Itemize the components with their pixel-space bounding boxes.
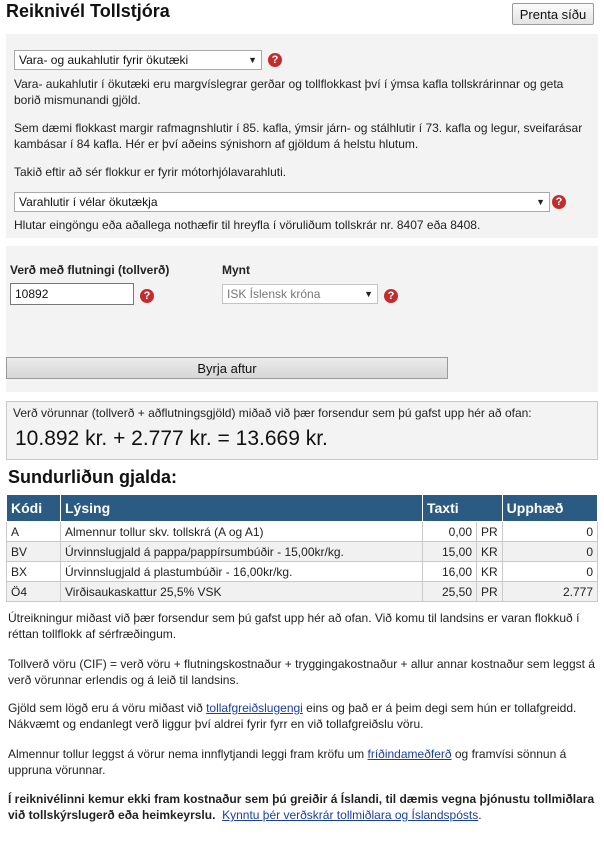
- fees-table: [6, 494, 598, 602]
- footer-text: Gjöld sem lögð eru á vöru miðast við: [8, 701, 207, 715]
- price-input[interactable]: [10, 283, 134, 305]
- row-unit: PR: [477, 522, 503, 542]
- footer-text: .: [478, 808, 482, 822]
- row-description: Úrvinnslugjald á plastumbúðir - 16,00kr/kg.: [61, 562, 423, 582]
- category-note: Takið eftir að sér flokkur er fyrir mótorhjólavarahluti.: [14, 165, 287, 179]
- footer-note-exchange-rate: [8, 700, 596, 732]
- row-rate: 16,00: [423, 562, 477, 582]
- currency-label: Mynt: [222, 263, 250, 277]
- header-description: Lýsing: [61, 495, 423, 522]
- help-icon[interactable]: ?: [552, 195, 566, 209]
- table-row: [7, 582, 598, 602]
- currency-select-value: ISK Íslensk króna: [227, 287, 321, 301]
- row-unit: PR: [477, 582, 503, 602]
- chevron-down-icon: ▼: [536, 197, 545, 207]
- footer-note-calculation: Útreikningur miðast við þær forsendur sem þú gafst upp hér að ofan. Við komu til landsins er varan flokkuð í réttan tollflokk af sérfræðingum.: [8, 611, 580, 641]
- row-rate: 15,00: [423, 542, 477, 562]
- help-icon[interactable]: ?: [140, 289, 154, 303]
- help-icon[interactable]: ?: [384, 289, 398, 303]
- row-code: A: [7, 522, 61, 542]
- footer-note-cif: Tollverð vöru (CIF) = verð vöru + flutningskostnaður + tryggingakostnaður + allur annar kostnaður sem leggst á verð vörunnar erlendis og á leið til landsins.: [8, 657, 595, 687]
- broker-pricing-link[interactable]: Kynntu þér verðskrár tollmiðlara og Íslandspósts: [222, 808, 479, 822]
- row-code: BV: [7, 542, 61, 562]
- row-rate: 0,00: [423, 522, 477, 542]
- subcategory-select[interactable]: [14, 192, 550, 212]
- subcategory-description: Hlutar eingöngu eða aðallega nothæfir til hreyfla í vöruliðum tollskrár nr. 8407 eða 8408.: [14, 218, 481, 232]
- header-code: Kódi: [7, 495, 61, 522]
- category-select-value: Vara- og aukahlutir fyrir ökutæki: [19, 53, 189, 67]
- table-row: [7, 542, 598, 562]
- print-page-button[interactable]: Prenta síðu: [512, 3, 594, 25]
- footer-bold-text: Í reiknivélinni kemur ekki fram kostnaður sem þú greiðir á Íslandi, til dæmis vegna þjónustu tollmiðlara við tollskýrslugerð eða heimkeyrslu.: [8, 792, 595, 822]
- footer-text: og framvísi sönnun á uppruna vörunnar.: [8, 747, 567, 777]
- row-code: Ö4: [7, 582, 61, 602]
- header-rate: Taxti: [423, 495, 503, 522]
- result-intro: Verð vörunnar (tollverð + aðflutningsgjöld) miðað við þær forsendur sem þú gafst upp hér að ofan:: [13, 406, 532, 420]
- row-unit: KR: [477, 562, 503, 582]
- category-example: Sem dæmi flokkast margir rafmagnshlutir í 85. kafla, ýmsir járn- og stálhlutir í 73. kafla og legur, sveifarásar kambásar í 84 kafla. Hér er því aðeins sýnishorn af gjöldum á helstu hlutum.: [14, 121, 583, 151]
- table-header-row: [7, 495, 598, 522]
- row-rate: 25,50: [423, 582, 477, 602]
- row-amount: 2.777: [502, 582, 597, 602]
- row-description: Virðisaukaskattur 25,5% VSK: [61, 582, 423, 602]
- footer-text: eins og það er á þeim degi sem hún er tollafgreidd. Nákvæmt og endanlegt verð liggur því aldrei fyrir fyrr en við tollafgreiðslu vöru.: [8, 701, 577, 731]
- row-description: Úrvinnslugjald á pappa/pappírsumbúðir - 15,00kr/kg.: [61, 542, 423, 562]
- breakdown-title: Sundurliðun gjalda:: [8, 467, 177, 487]
- row-amount: 0: [502, 522, 597, 542]
- subcategory-select-value: Varahlutir í vélar ökutækja: [19, 195, 158, 209]
- reset-button[interactable]: Byrja aftur: [6, 357, 448, 379]
- row-code: BX: [7, 562, 61, 582]
- chevron-down-icon: ▼: [248, 55, 257, 65]
- table-row: [7, 522, 598, 542]
- table-row: [7, 562, 598, 582]
- page-title: Reiknivél Tollstjóra: [6, 1, 170, 21]
- footer-note-preferential: [8, 746, 596, 778]
- footer-note-broker: [8, 791, 596, 823]
- row-amount: 0: [502, 562, 597, 582]
- footer-text: Almennur tollur leggst á vörur nema innflytjandi leggi fram kröfu um: [8, 747, 368, 761]
- help-icon[interactable]: ?: [268, 53, 282, 67]
- row-description: Almennur tollur skv. tollskrá (A og A1): [61, 522, 423, 542]
- currency-select[interactable]: [222, 284, 378, 304]
- exchange-rate-link[interactable]: tollafgreiðslugengi: [206, 701, 303, 715]
- row-unit: KR: [477, 542, 503, 562]
- category-description: Vara- aukahlutir í ökutæki eru margvíslegrar gerðar og tollflokkast því í ýmsa kafla tollskrárinnar og geta borið mismunandi gjöld.: [14, 77, 564, 107]
- product-panel: [6, 34, 598, 238]
- preferential-treatment-link[interactable]: fríðindameðferð: [367, 747, 452, 761]
- header-amount: Upphæð: [502, 495, 597, 522]
- price-label: Verð með flutningi (tollverð): [10, 263, 170, 277]
- chevron-down-icon: ▼: [364, 289, 373, 299]
- row-amount: 0: [502, 542, 597, 562]
- result-total: 10.892 kr. + 2.777 kr. = 13.669 kr.: [15, 427, 328, 450]
- category-select[interactable]: [14, 50, 262, 70]
- header: [6, 0, 598, 30]
- result-box: [6, 401, 598, 460]
